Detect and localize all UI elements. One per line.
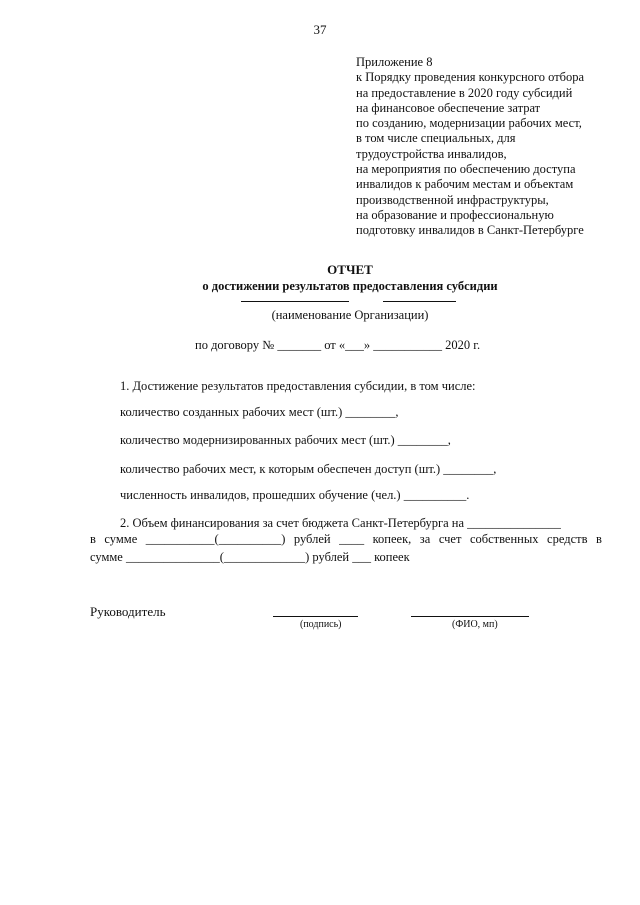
- appendix-line: по созданию, модернизации рабочих мест,: [356, 116, 582, 131]
- word: собственных: [469, 532, 539, 546]
- accessible-jobs-field: количество рабочих мест, к которым обеспечен доступ (шт.) ________,: [120, 462, 497, 476]
- contract-line: по договору № _______ от «___» ___________ 2020 г.: [195, 338, 481, 352]
- word: в: [90, 532, 96, 546]
- appendix-line: на мероприятия по обеспечению доступа: [356, 162, 576, 177]
- appendix-line: трудоустройства инвалидов,: [356, 146, 507, 161]
- word: счет: [438, 532, 462, 546]
- appendix-line: на финансовое обеспечение затрат: [356, 100, 541, 115]
- signature-caption: (подпись): [300, 619, 342, 630]
- organization-name-field-extra[interactable]: [383, 301, 456, 302]
- organization-caption: (наименование Организации): [271, 308, 429, 322]
- appendix-block: [356, 55, 584, 239]
- word: копеек,: [372, 532, 412, 546]
- appendix-line: к Порядку проведения конкурсного отбора: [356, 70, 585, 85]
- amount-blank: ___________(__________): [145, 532, 286, 546]
- signatory-role: Руководитель: [90, 604, 166, 619]
- word: за: [419, 532, 431, 546]
- section1-heading: 1. Достижение результатов предоставления субсидии, в том числе:: [120, 379, 476, 393]
- word: средств: [547, 532, 588, 546]
- trained-disabled-field: численность инвалидов, прошедших обучение (чел.) __________.: [120, 488, 470, 502]
- created-jobs-field: количество созданных рабочих мест (шт.) ________,: [120, 405, 399, 419]
- modernized-jobs-field: количество модернизированных рабочих мест (шт.) ________,: [120, 433, 451, 447]
- appendix-line: Приложение 8: [356, 55, 433, 69]
- page-number: 37: [313, 22, 327, 37]
- kopecks-blank: ____: [339, 532, 365, 546]
- organization-name-field[interactable]: [241, 301, 349, 302]
- word: в: [596, 532, 602, 546]
- appendix-line: на образование и профессиональную: [356, 207, 554, 222]
- appendix-line: производственной инфраструктуры,: [356, 192, 549, 207]
- report-title: ОТЧЕТ: [327, 262, 373, 277]
- name-caption: (ФИО, мп): [452, 619, 498, 630]
- appendix-line: на предоставление в 2020 году субсидий: [356, 85, 573, 100]
- section2-line2: [90, 532, 602, 547]
- report-subtitle: о достижении результатов предоставления субсидии: [202, 279, 498, 293]
- appendix-line: инвалидов к рабочим местам и объектам: [356, 177, 574, 192]
- word: сумме: [104, 532, 138, 546]
- appendix-line: подготовку инвалидов в Санкт-Петербурге: [356, 223, 584, 238]
- section2-line1: 2. Объем финансирования за счет бюджета Санкт-Петербурга на _______________: [120, 516, 561, 530]
- word: рублей: [293, 532, 331, 546]
- section2-line3: сумме _______________(_____________) рублей ___ копеек: [90, 550, 410, 564]
- appendix-line: в том числе специальных, для: [356, 131, 516, 146]
